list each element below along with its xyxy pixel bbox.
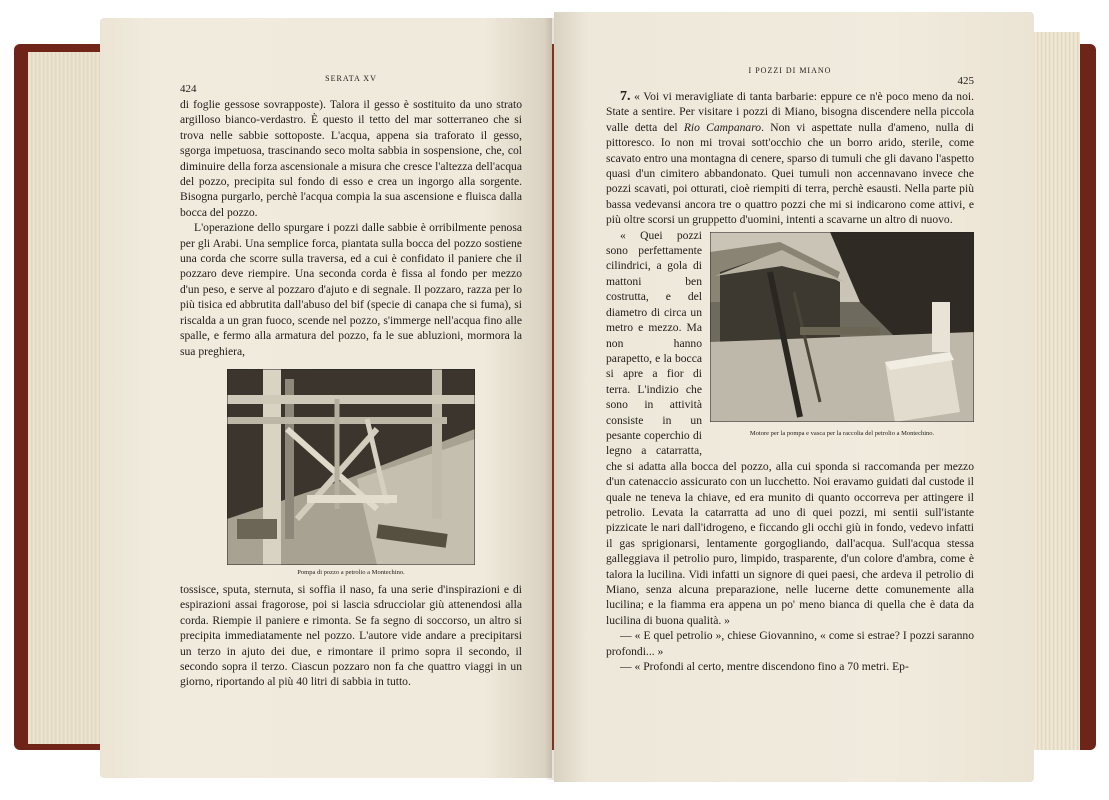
running-head-right: I POZZI DI MIANO	[748, 66, 832, 75]
figure-left	[180, 369, 522, 576]
paragraph: — « Profondi al certo, mentre discendono fino a 70 metri. Ep-	[620, 660, 909, 674]
paragraph: — « E quel petrolio », chiese Giovannino, « come si estrae? I pozzi saranno profondi... »	[606, 629, 974, 658]
place-name: Rio Campanaro	[683, 120, 762, 134]
page-number-left: 424	[180, 83, 197, 95]
running-head-left: SERATA XV	[325, 74, 377, 83]
figure-caption-left: Pompa di pozzo a petrolio a Montechino.	[297, 568, 405, 576]
paragraph	[606, 89, 974, 228]
right-page	[554, 12, 1034, 782]
header-row-right	[606, 75, 974, 87]
section-number: 7.	[620, 89, 631, 104]
paragraph: L'operazione dello spurgare i pozzi dalle sabbie è orribilmente penosa per gli Arabi. Una semplice forca, piantata sulla bocca del pozzo sostiene una corda che scorre sulla traversa, ed a cui è confidato il paniere che il pozzaro deve riempire. Una seconda corda è fissa al fondo per mezzo d'un peso, e serve al pozzaro d'ajuto e di segnale. Il pozzaro, razza per lo più tisica ed abbrutita dall'abuso del bif (specie di canapa che si fuma), si riscalda a un gran fuoco, scende nel pozzo, s'immerge nell'acqua fino alle spalle, e fermo alla armatura del pozzo, fa le sue abluzioni, mormora la sua preghiera,	[180, 221, 522, 358]
paragraph-start: « Voi vi meravigliate di tanta barbarie: eppure ce n'è poco meno da noi. State a sentire. Per visitare i pozzi di Miano, bisogna discendere nella piccola valle detta del	[606, 90, 974, 134]
figure-caption-right: Motore per la pompa e vasca per la raccolta del petrolio a Montechino.	[749, 429, 935, 437]
text-block-bottom	[180, 582, 522, 690]
page-number-right: 425	[957, 75, 974, 87]
header-row-left	[180, 83, 522, 95]
paragraph: « Quei pozzi sono perfettamente cilindrici, a gola di mattoni ben costrutta, e del diametro di circa un metro e mezzo. Ma non hanno parapetto, e la bocca si apre a fior di terra. L'indizio che sono in attività consiste in un pesante coperchio di legno a catarratta, che si adatta alla bocca del pozzo, alla cui sponda si raccomanda per mezzo d'un catenaccio assicurato con un lucchetto. Noi eravamo guidati dal custode il quale ne teneva la chiave, ed era munito di quanto occorreva per attingere il petrolio. Levata la catarratta ad uno di quei pozzi, mi sentii sull'istante pizzicate le nari dall'idrogeno, e ficcando gli occhi giù in fondo, vedevo infatti il gas sprigionarsi, lentamente gorgogliando, dall'acqua. Sull'acqua stessa galleggiava il petrolio puro, limpido, trasparente, d'un colore d'ambra, come è talora la lucilina. Vidi infatti un signore di quei paesi, che ardeva il petrolio di Miano, senza alcuna preparazione, nelle lucerne dette comunemente alla lucilina; e la fiamma era appena un po' meno bianca di quella che è data da lucilina di buona qualità. »	[606, 228, 974, 627]
page-edges-right	[1030, 32, 1080, 750]
paragraph: di foglie gessose sovrapposte). Talora il gesso è sostituito da uno strato argilloso bianco-verdastro. È questo il tetto del mar sotterraneo che si trova nelle sabbie sottoposte. L'acqua, appena sia traforato il gesso, sgorga impetuosa, trascinando seco molta sabbia in sospensione, che, col diminuire della forza ascensionale a misura che cresce l'altezza dell'acqua del pozzo, precipita sul fondo di esso e crea un ingorgo alla sorgente. Bisogna purgarlo, perchè l'acqua compia la sua ascensione e fluisca dalla bocca del pozzo.	[180, 98, 522, 219]
left-page	[100, 18, 552, 778]
paragraph: tossisce, sputa, sternuta, si soffia il naso, fa una serie d'inspirazioni e di espirazioni assai fragorose, poi si lascia sdrucciolar giù attenendosi alla corda. Riempie il paniere e rimonta. Se fa segno di soccorso, un altro si precipita immediatamente nel pozzo. L'autore vide andare a precipitarsi un terzo in ajuto dei due, e rimontare il primo sopra il secondo, il secondo sopra il terzo. Ciascun pozzaro non fa che quattro viaggi in un giorno, riportando al più 40 litri di sabbia in tutto.	[180, 582, 522, 689]
text-block-right	[606, 89, 974, 674]
figure-right	[710, 232, 974, 441]
well-scaffold-photo	[227, 369, 475, 565]
text-block-top	[180, 97, 522, 359]
pump-motor-photo	[710, 232, 974, 422]
paragraph-rest: . Non vi aspettate nulla d'ameno, nulla di pittoresco. Io non mi trovai sott'occhio che un borro arido, sterile, come scavato entro una montagna di cenere, sparso di tumuli che gli davano l'aspetto quasi d'un cimitero abbandonato. Quei tumuli non accennavano invece che pozzi scavati, poi otturati, cioè riempiti di terra, perchè esausti. Nella parte più bassa vedevansi ancora tre o quattro pozzi che mi si indicarono come attivi, e più oltre scorsi un gruppetto d'uomini, intenti a scavarne un altro di nuovo.	[606, 120, 975, 227]
